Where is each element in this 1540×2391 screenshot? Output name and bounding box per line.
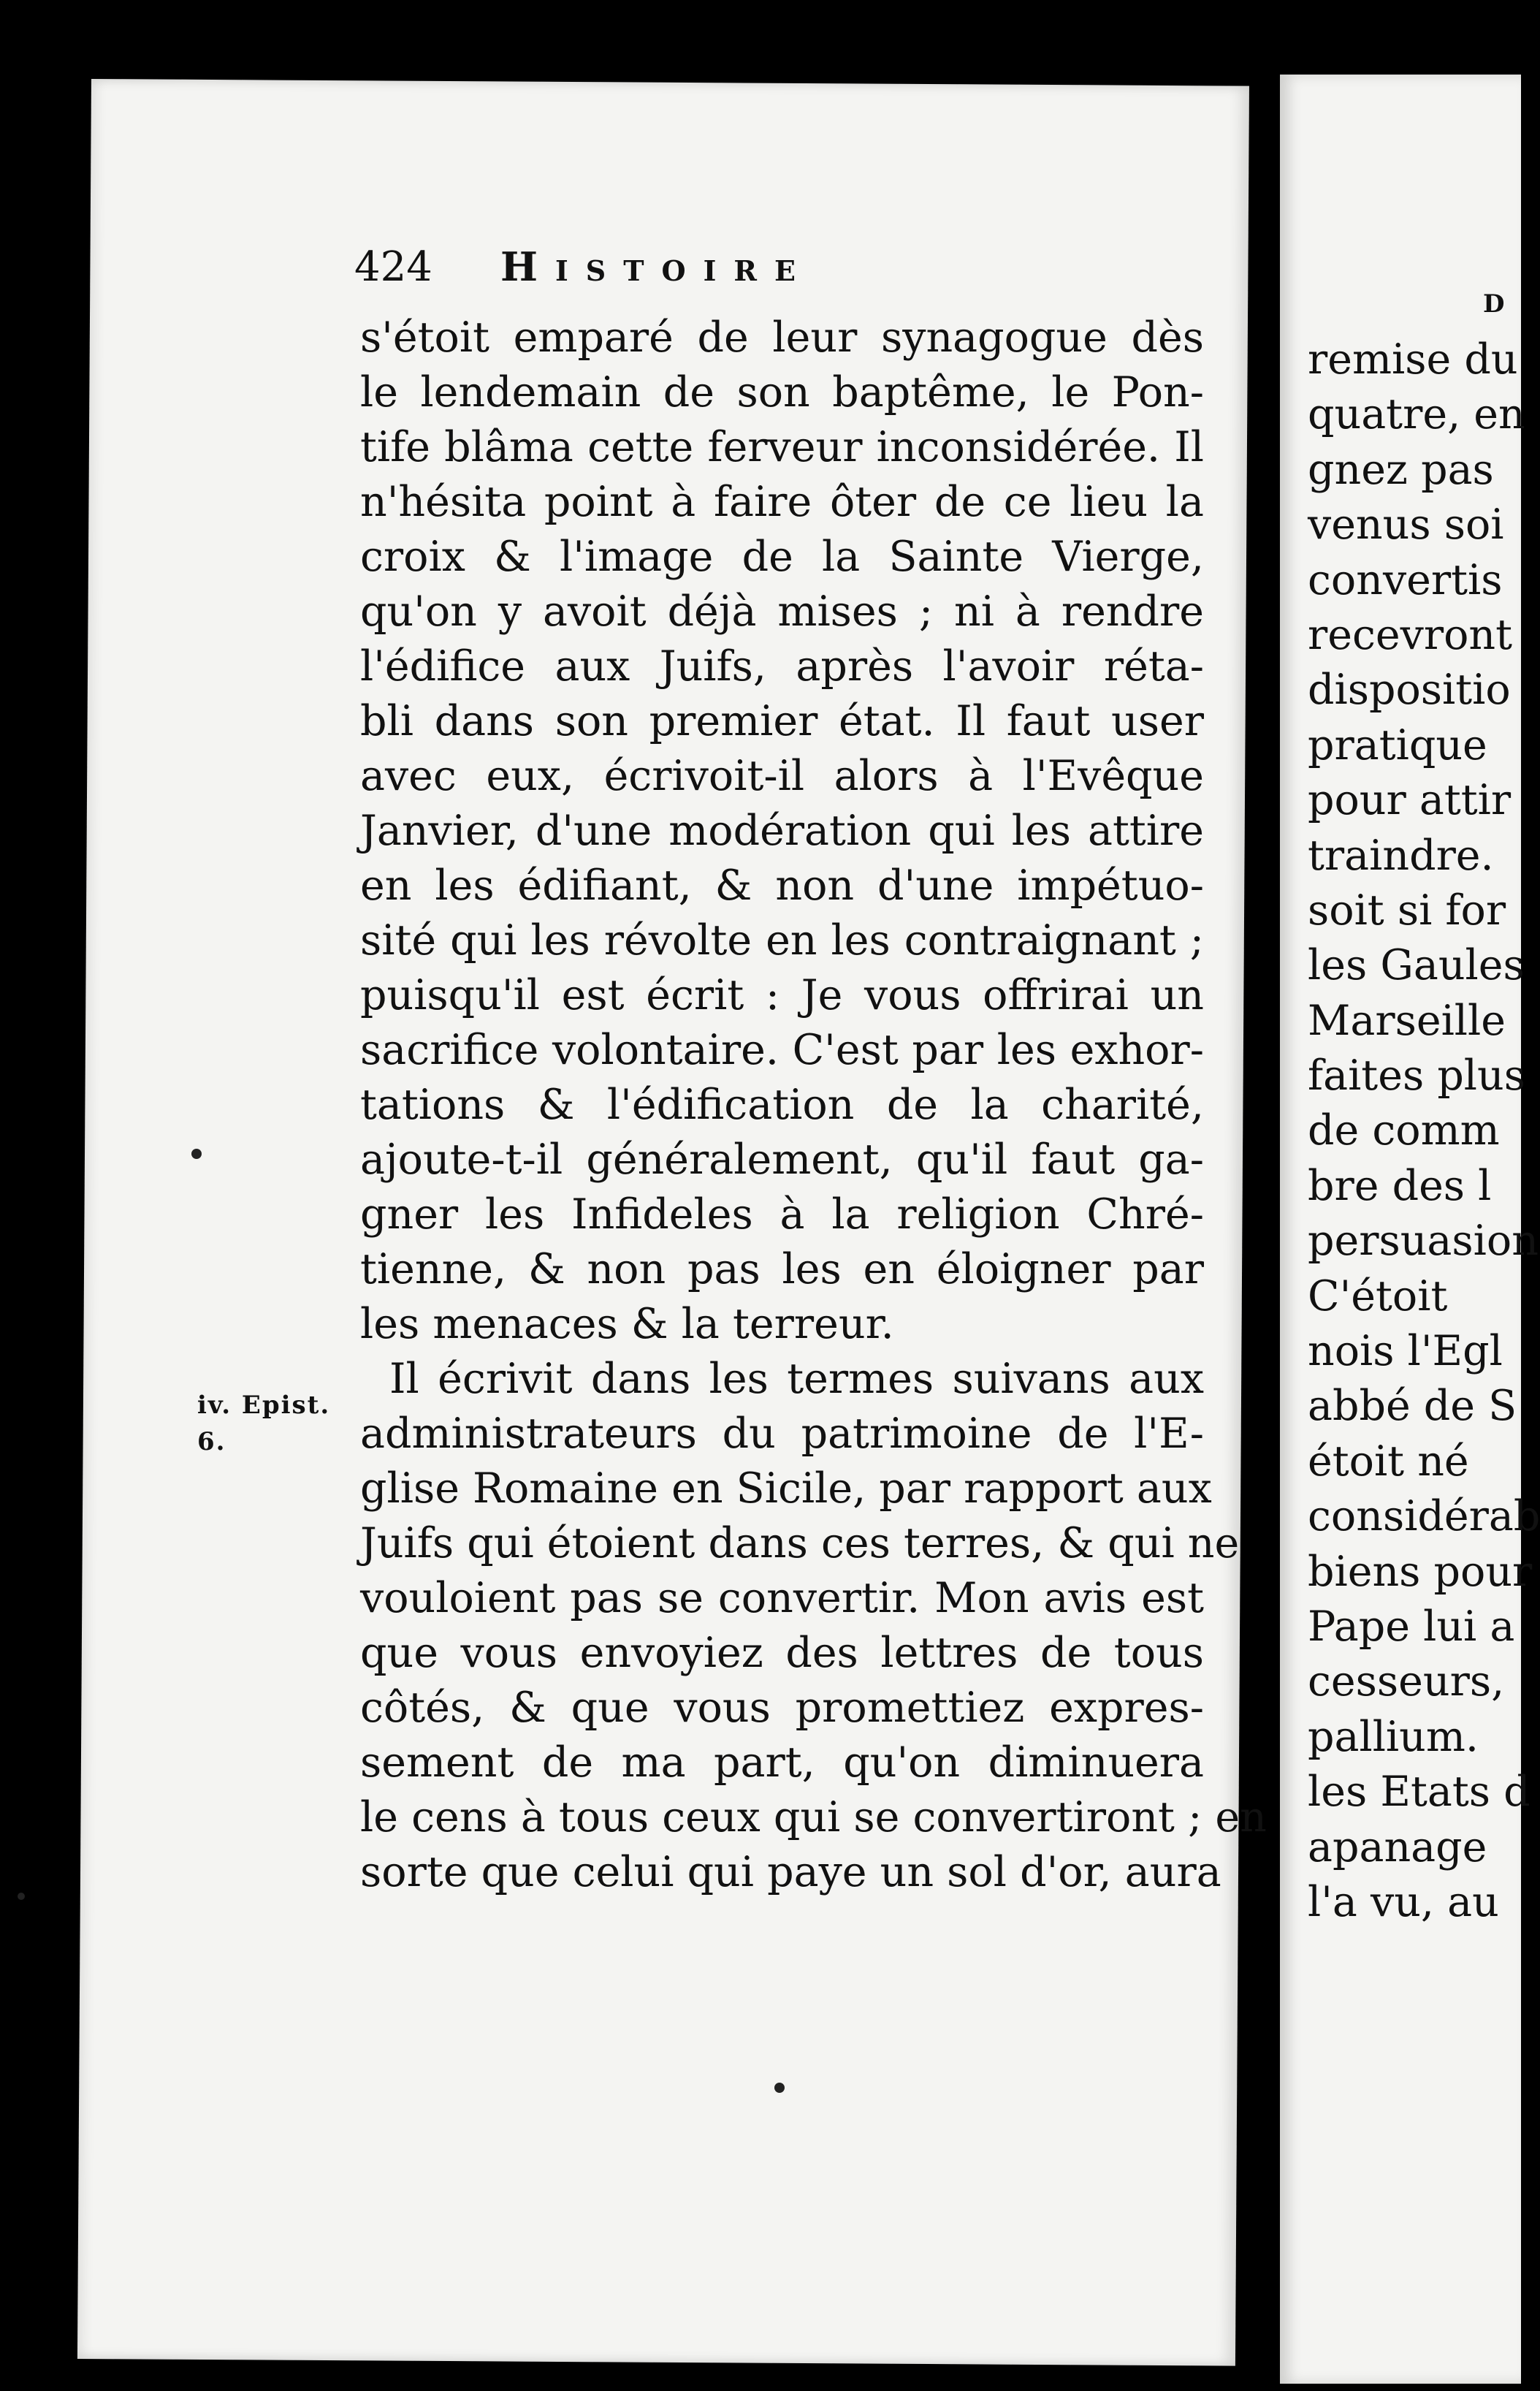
margin-note (197, 1387, 330, 1460)
right-text-line: étoit né (1308, 1437, 1469, 1486)
right-text-line: biens pour (1308, 1547, 1533, 1596)
text-line: tife blâma cette ferveur inconsidérée. Il (360, 423, 1204, 471)
right-text-line: bre des l (1308, 1161, 1492, 1210)
right-text-line: Pape lui a (1308, 1602, 1515, 1651)
right-text-line: les Etats d (1308, 1768, 1531, 1817)
text-line: le lendemain de son baptême, le Pon- (360, 368, 1204, 417)
right-text-line: quatre, en (1308, 390, 1525, 439)
text-line: tienne, & non pas les en éloigner par (360, 1245, 1204, 1293)
right-text-line: gnez pas (1308, 445, 1494, 494)
text-line: administrateurs du patrimoine de l'E- (360, 1410, 1204, 1458)
margin-note-line: 6. (197, 1427, 226, 1456)
page-number: 424 (354, 243, 432, 291)
right-text-line: remise du (1308, 335, 1518, 384)
running-title: Histoire (500, 243, 813, 290)
ink-speck (191, 1149, 202, 1159)
text-line: Juifs qui étoient dans ces terres, & qui ne (360, 1519, 1240, 1567)
text-line: sorte que celui qui paye un sol d'or, aura (360, 1848, 1221, 1896)
right-text-line: venus soi (1308, 501, 1504, 550)
right-text-line: Marseille (1308, 996, 1506, 1045)
text-line: gner les Infideles à la religion Chré- (360, 1190, 1204, 1239)
right-text-line: C'étoit (1308, 1271, 1448, 1320)
text-line: en les édifiant, & non d'une impétuo- (360, 862, 1204, 910)
text-line: que vous envoyiez des lettres de tous (360, 1629, 1204, 1677)
text-line: s'étoit emparé de leur synagogue dès (360, 313, 1204, 362)
right-text-line: nois l'Egl (1308, 1327, 1503, 1376)
text-line: bli dans son premier état. Il faut user (360, 697, 1204, 745)
text-line: sement de ma part, qu'on diminuera (360, 1738, 1204, 1787)
right-running-head: D (1483, 289, 1505, 319)
text-line: vouloient pas se convertir. Mon avis est (360, 1574, 1204, 1622)
right-text-line: de comm (1308, 1106, 1500, 1155)
text-line: le cens à tous ceux qui se convertiront ; en (360, 1793, 1267, 1841)
right-text-line: pour attir (1308, 776, 1512, 825)
right-text-line: persuasion (1308, 1217, 1539, 1266)
ink-speck (18, 1893, 25, 1900)
right-text-line: les Gaules (1308, 941, 1525, 990)
body-text (360, 311, 1267, 1900)
right-text-line: recevront (1308, 610, 1513, 659)
text-line: Il écrivit dans les termes suivans aux (389, 1355, 1204, 1403)
text-line: n'hésita point à faire ôter de ce lieu la (360, 478, 1204, 526)
right-text-line: considérab (1308, 1492, 1540, 1541)
right-text-line: pallium. (1308, 1712, 1479, 1761)
text-line: sacrifice volontaire. C'est par les exhor- (360, 1026, 1204, 1074)
running-head (354, 243, 813, 309)
right-text-line: abbé de S (1308, 1382, 1517, 1431)
right-text-line: cesseurs, (1308, 1657, 1505, 1706)
right-text-line: convertis (1308, 555, 1503, 604)
text-line: Janvier, d'une modération qui les attire (360, 807, 1204, 855)
right-text-line: traindre. (1308, 831, 1494, 880)
text-line: ajoute-t-il généralement, qu'il faut ga- (360, 1136, 1204, 1184)
right-text-line: l'a vu, au (1308, 1877, 1499, 1926)
margin-note-line: iv. Epist. (197, 1391, 331, 1420)
text-line: croix & l'image de la Sainte Vierge, (360, 533, 1204, 581)
right-text-line: dispositio (1308, 666, 1511, 715)
text-line: côtés, & que vous promettiez expres- (360, 1684, 1204, 1732)
right-text-line: soit si for (1308, 886, 1506, 935)
text-line: l'édifice aux Juifs, après l'avoir réta- (360, 642, 1204, 691)
right-body-text (1308, 332, 1540, 1930)
right-text-line: apanage (1308, 1822, 1487, 1871)
text-line: qu'on y avoit déjà mises ; ni à rendre (360, 588, 1204, 636)
text-line: tations & l'édification de la charité, (360, 1081, 1204, 1129)
text-line: puisqu'il est écrit : Je vous offrirai un (360, 971, 1204, 1019)
text-line: les menaces & la terreur. (360, 1300, 894, 1348)
ink-speck (774, 2083, 785, 2093)
text-line: glise Romaine en Sicile, par rapport aux (360, 1464, 1212, 1513)
right-text-line: faites plus (1308, 1052, 1525, 1101)
text-line: sité qui les révolte en les contraignant ; (360, 916, 1204, 965)
right-text-line: pratique (1308, 721, 1487, 769)
text-line: avec eux, écrivoit-il alors à l'Evêque (360, 752, 1204, 800)
